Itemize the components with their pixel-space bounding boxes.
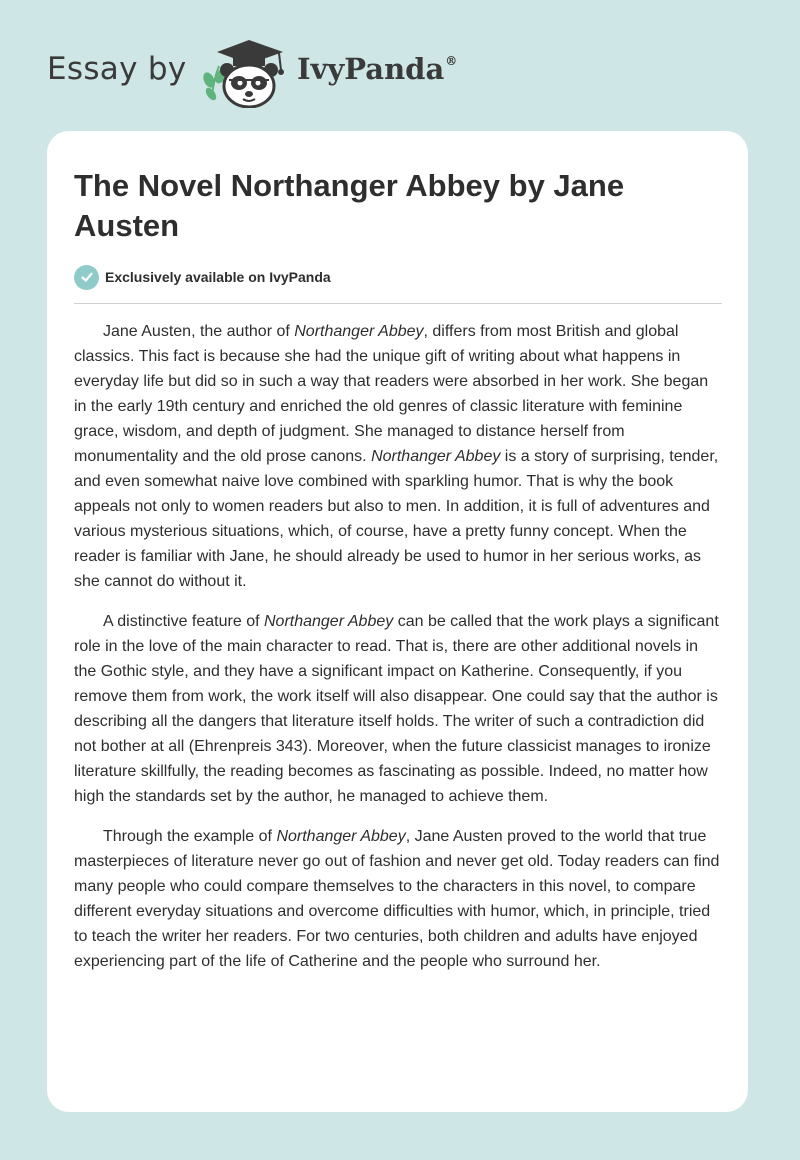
exclusive-badge-text: Exclusively available on IvyPanda (105, 269, 331, 285)
exclusive-badge (74, 264, 331, 290)
essay-paragraph (74, 824, 722, 974)
trademark-symbol: ® (445, 54, 458, 68)
book-title-italic: Northanger Abbey (371, 448, 501, 465)
brand-name[interactable] (297, 52, 457, 86)
brand-text: IvyPanda (297, 52, 445, 86)
paragraph-text: Through the example of (103, 828, 277, 845)
essay-by-label: Essay by (47, 51, 187, 87)
paragraph-text: A distinctive feature of (103, 613, 264, 630)
divider (74, 303, 722, 304)
paragraph-text: is a story of surprising, tender, and even somewhat naive love combined with sparkling humor. That is why the book appeals not only to women readers but also to men. In addition, it is full of adventures and various mysterious situations, which, of course, have a pretty funny concept. When the reader is familiar with Jane, he should already be used to humor in her serious works, as she cannot do without it. (74, 448, 719, 590)
essay-card (47, 131, 748, 1112)
site-header (47, 36, 507, 108)
essay-paragraph (74, 319, 722, 594)
book-title-italic: Northanger Abbey (294, 323, 424, 340)
essay-title: The Novel Northanger Abbey by Jane Austen (74, 168, 625, 243)
paragraph-text: can be called that the work plays a significant role in the love of the main character to read. That is, there are other additional novels in the Gothic style, and they have a significant impact on Katherine. Consequently, if you remove them from work, the work itself will also disappear. One could say that the author is describing all the dangers that literature itself holds. The writer of such a contradiction did not bother at all (Ehrenpreis 343). Moreover, when the future classicist manages to ironize literature skillfully, the reading becomes as fascinating as possible. Indeed, no matter how high the standards set by the author, he managed to achieve them. (74, 613, 719, 805)
paragraph-text: Jane Austen, the author of (103, 323, 295, 340)
panda-logo-icon[interactable] (199, 36, 295, 108)
paragraph-text: , differs from most British and global classics. This fact is because she had the unique gift of writing about what happens in everyday life but did so in such a way that readers were absorbed in her work. She began in the early 19th century and enriched the old genres of classic literature with feminine grace, wisdom, and depth of judgment. She managed to distance herself from monumentality and the old prose canons. (74, 323, 709, 465)
essay-body (74, 319, 722, 989)
essay-paragraph (74, 609, 722, 809)
checkmark-icon (74, 265, 99, 290)
paragraph-text: , Jane Austen proved to the world that true masterpieces of literature never go out of fashion and never get old. Today readers can find many people who could compare themselves to the characters in this novel, to compare different everyday situations and overcome difficulties with humor, which, in principle, tried to teach the writer her readers. For two centuries, both children and adults have enjoyed experiencing part of the life of Catherine and the people who surround her. (74, 828, 720, 970)
book-title-italic: Northanger Abbey (263, 613, 394, 630)
book-title-italic: Northanger Abbey (276, 828, 406, 845)
